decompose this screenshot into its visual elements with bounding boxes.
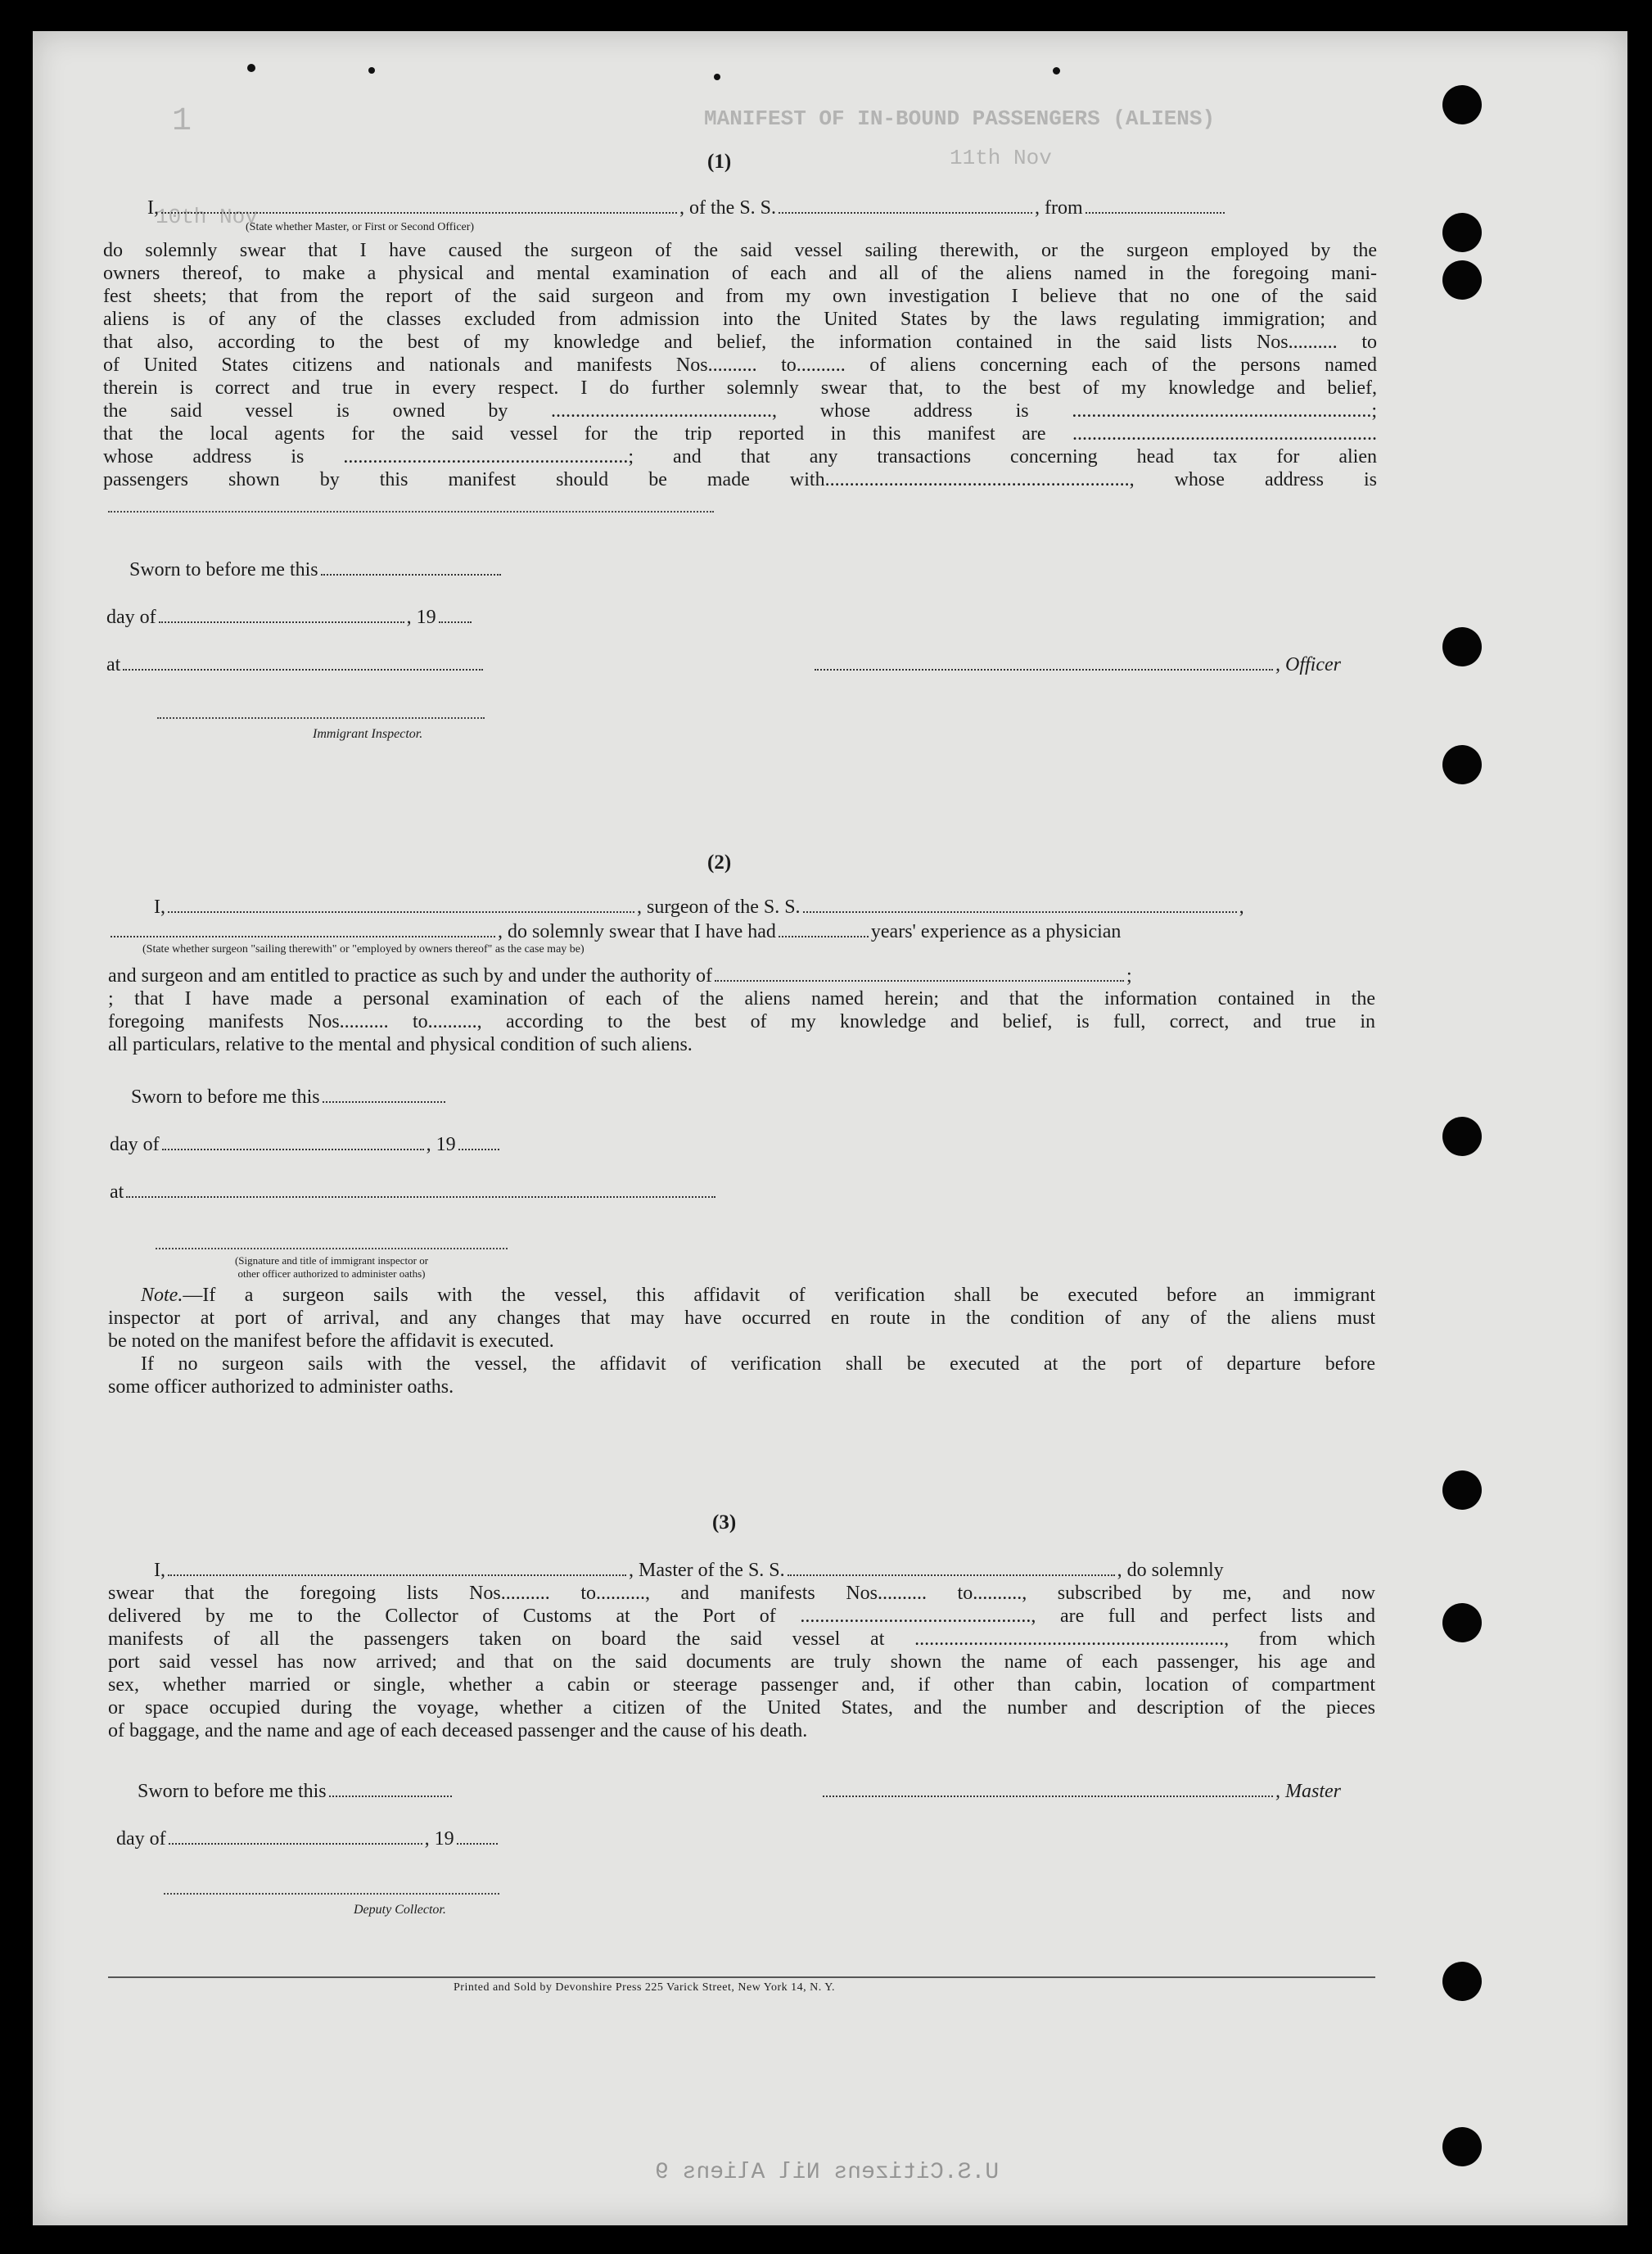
- section-2-sworn: [131, 1086, 448, 1109]
- body-line: of baggage, and the name and age of each deceased passenger and the cause of his death.: [108, 1720, 808, 1741]
- text: , surgeon of the S. S.: [637, 897, 801, 918]
- text: , from: [1035, 197, 1083, 219]
- text: , do solemnly swear that I have had: [498, 921, 776, 942]
- text: day of: [116, 1828, 166, 1850]
- section-1-line-1: [147, 196, 1375, 219]
- signature-caption: [156, 1254, 508, 1281]
- text: , Master: [1275, 1781, 1341, 1802]
- section-2-body-2: ; that I have made a personal examination of each of the aliens named herein; and that the information contained in the: [108, 988, 1375, 1010]
- section-1-at: [106, 653, 485, 676]
- ink-speck: [1053, 67, 1060, 75]
- bleed-through-date: 11th Nov: [950, 146, 1052, 170]
- section-1-sworn: [129, 558, 503, 581]
- text: , do solemnly: [1117, 1560, 1224, 1581]
- punch-hole: [1442, 1962, 1482, 2001]
- body-line: or space occupied during the voyage, whether a citizen of the United States, and the number and description of the pieces: [108, 1697, 1375, 1719]
- ink-speck: [247, 64, 255, 72]
- section-2-at: [110, 1181, 718, 1204]
- body-line: passengers shown by this manifest should be made with.............................................................., whose address is: [103, 469, 1377, 490]
- body-line: that also, according to the best of my knowledge and belief, the information contained in the said lists Nos.......... to: [103, 332, 1377, 353]
- body-line: delivered by me to the Collector of Customs at the Port of ..............................................., are full and perfect lists and: [108, 1606, 1375, 1627]
- note2-line-2: some officer authorized to administer oaths.: [108, 1376, 454, 1398]
- bleed-through-header: MANIFEST OF IN-BOUND PASSENGERS (ALIENS): [704, 106, 1216, 131]
- note2-line-1: If no surgeon sails with the vessel, the affidavit of verification shall be executed at the port of departure before: [141, 1353, 1375, 1375]
- dotted-rule: [108, 511, 714, 513]
- deputy-collector-caption: Deputy Collector.: [354, 1903, 446, 1917]
- note-line-1: [141, 1284, 1375, 1307]
- punch-hole: [1442, 1470, 1482, 1510]
- section-2-line-2: [108, 920, 1121, 943]
- text: Sworn to before me this: [138, 1781, 327, 1802]
- punch-hole: [1442, 1603, 1482, 1642]
- note-label: Note.: [141, 1285, 183, 1306]
- punch-hole: [1442, 85, 1482, 124]
- text: I,: [147, 197, 159, 219]
- body-line: that the local agents for the said vessel for the trip reported in this manifest are ..............................................................: [103, 423, 1377, 445]
- text: Sworn to before me this: [131, 1086, 320, 1108]
- text: other officer authorized to administer oaths): [237, 1267, 426, 1280]
- punch-hole: [1442, 260, 1482, 300]
- ink-speck: [714, 74, 720, 80]
- section-1-day-of: [106, 606, 474, 629]
- section-2-body-1: and surgeon and am entitled to practice as such by and under the authority of ;: [108, 965, 1132, 987]
- section-3-number: (3): [712, 1511, 737, 1534]
- surgeon-caption: (State whether surgeon "sailing therewith" or "employed by owners thereof" as the case may be): [142, 943, 585, 955]
- section-1-number: (1): [707, 151, 732, 173]
- text: at: [110, 1181, 124, 1203]
- body-line: swear that the foregoing lists Nos.......... to.........., and manifests Nos.......... to.........., subscribed by me, and now: [108, 1583, 1375, 1604]
- punch-hole: [1442, 627, 1482, 666]
- bleed-through-date-2: 10th Nov: [156, 205, 258, 229]
- section-3-body: [108, 1582, 1375, 1742]
- ink-speck: [368, 67, 375, 74]
- master-officer-caption: (State whether Master, or First or Second Officer): [246, 221, 475, 233]
- text: I,: [154, 1560, 165, 1581]
- text: years' experience as a physician: [870, 921, 1122, 942]
- punch-hole: [1442, 213, 1482, 252]
- body-line: whose address is ..........................................................; and that any transactions concerning head tax for alien: [103, 446, 1377, 468]
- section-3-master: [820, 1780, 1341, 1803]
- text: and surgeon and am entitled to practice as such by and under the authority of: [108, 965, 712, 987]
- section-3-day-of: [116, 1827, 500, 1850]
- punch-hole: [1442, 1117, 1482, 1156]
- printer-footer: Printed and Sold by Devonshire Press 225 Varick Street, New York 14, N. Y.: [454, 1981, 836, 1994]
- document-page: [33, 31, 1627, 2225]
- body-line: fest sheets; that from the report of the said surgeon and from my own investigation I believe that no one of the said: [103, 286, 1377, 307]
- immigrant-inspector-caption: Immigrant Inspector.: [313, 727, 423, 741]
- section-1-officer: [812, 653, 1341, 676]
- section-2-body-3: foregoing manifests Nos.......... to.........., according to the best of my knowledge and belief, is full, correct, and true in: [108, 1011, 1375, 1032]
- bleed-through-footer: U.S.Citizens Nil Aliens 9: [655, 2160, 1000, 2185]
- body-line: the said vessel is owned by ............................................., whose address is .............................................................;: [103, 400, 1377, 422]
- section-1-body: [103, 239, 1377, 491]
- section-2-number: (2): [707, 851, 732, 874]
- signature-rule: [157, 717, 485, 719]
- text: , Officer: [1275, 654, 1341, 675]
- body-line: manifests of all the passengers taken on board the said vessel at ..............................................................., from which: [108, 1628, 1375, 1650]
- body-line: sex, whether married or single, whether a cabin or steerage passenger and, if other than cabin, location of compartment: [108, 1674, 1375, 1696]
- footer-rule: [108, 1976, 1375, 1978]
- body-line: port said vessel has now arrived; and that on the said documents are truly shown the name of each passenger, his age and: [108, 1651, 1375, 1673]
- text: , 19: [406, 607, 436, 628]
- section-3-sworn: [138, 1780, 454, 1803]
- note-line-2: inspector at port of arrival, and any changes that may have occurred en route in the condition of any of the aliens must: [108, 1308, 1375, 1329]
- section-2-body-4: all particulars, relative to the mental and physical condition of such aliens.: [108, 1034, 693, 1055]
- text: I,: [154, 897, 165, 918]
- signature-rule: [164, 1893, 499, 1895]
- text: , Master of the S. S.: [629, 1560, 785, 1581]
- text: , of the S. S.: [679, 197, 777, 219]
- note-line-3: be noted on the manifest before the affidavit is executed.: [108, 1330, 554, 1352]
- text: Sworn to before me this: [129, 559, 318, 580]
- text: —If a surgeon sails with the vessel, this affidavit of verification shall be executed before an immigrant: [183, 1285, 1375, 1306]
- punch-hole: [1442, 745, 1482, 784]
- body-line: of United States citizens and nationals and manifests Nos.......... to.......... of aliens concerning each of the persons named: [103, 355, 1377, 376]
- body-line: therein is correct and true in every respect. I do further solemnly swear that, to the best of my knowledge and belief,: [103, 377, 1377, 399]
- text: (Signature and title of immigrant inspector or: [234, 1254, 429, 1267]
- section-2-day-of: [110, 1133, 502, 1156]
- signature-rule: [156, 1248, 508, 1249]
- text: , 19: [426, 1134, 456, 1155]
- body-line: do solemnly swear that I have caused the surgeon of the said vessel sailing therewith, or the surgeon employed by the: [103, 240, 1377, 261]
- body-line: aliens is of any of the classes excluded from admission into the United States by the laws regulating immigration; and: [103, 309, 1377, 330]
- text: at: [106, 654, 121, 675]
- punch-hole: [1442, 2127, 1482, 2166]
- section-2-line-1: I, , surgeon of the S. S. ,: [154, 897, 1244, 918]
- text: , 19: [424, 1828, 454, 1850]
- body-line: owners thereof, to make a physical and mental examination of each and all of the aliens named in the foregoing mani-: [103, 263, 1377, 284]
- text: day of: [110, 1134, 160, 1155]
- text: day of: [106, 607, 156, 628]
- bleed-through-number: 1: [172, 103, 192, 140]
- section-3-line-1: [154, 1559, 1375, 1582]
